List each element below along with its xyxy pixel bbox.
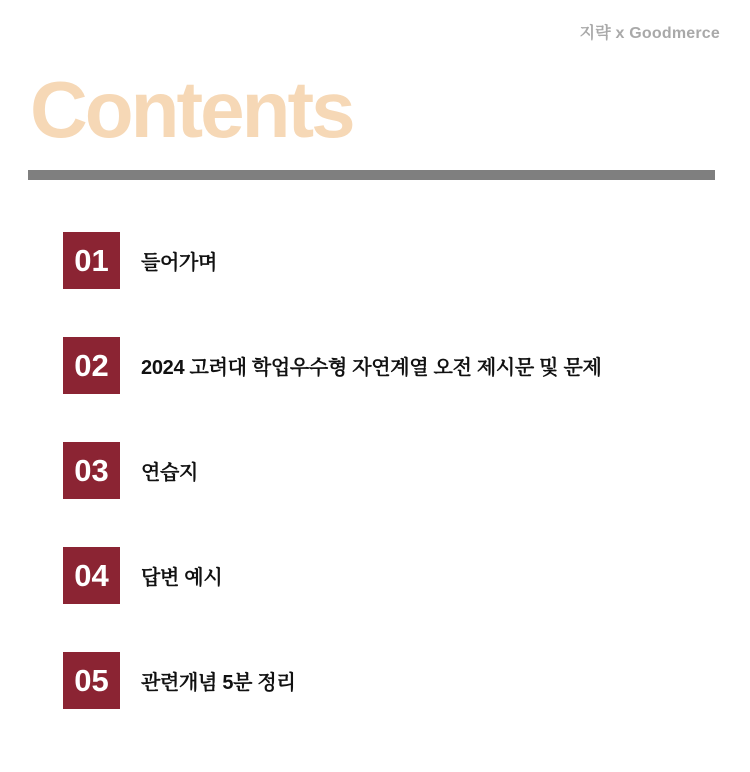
toc-item-label: 연습지 (141, 462, 199, 484)
brand-mark: 지략 x Goodmerce (579, 25, 720, 42)
toc-number-badge: 02 (63, 337, 120, 394)
toc-item-label: 들어가며 (141, 252, 218, 274)
title-divider (28, 170, 715, 180)
toc-number-badge: 05 (63, 652, 120, 709)
toc-item-02 (63, 337, 602, 394)
toc-item-03 (63, 442, 602, 499)
toc-list (63, 232, 602, 709)
toc-number-badge: 03 (63, 442, 120, 499)
toc-item-01 (63, 232, 602, 289)
toc-item-04 (63, 547, 602, 604)
page-title: Contents (30, 65, 353, 154)
toc-item-05 (63, 652, 602, 709)
toc-number-badge: 04 (63, 547, 120, 604)
toc-number-badge: 01 (63, 232, 120, 289)
toc-item-label: 2024 고려대 학업우수형 자연계열 오전 제시문 및 문제 (141, 357, 602, 379)
toc-item-label: 관련개념 5분 정리 (141, 672, 296, 694)
toc-item-label: 답변 예시 (141, 567, 223, 589)
